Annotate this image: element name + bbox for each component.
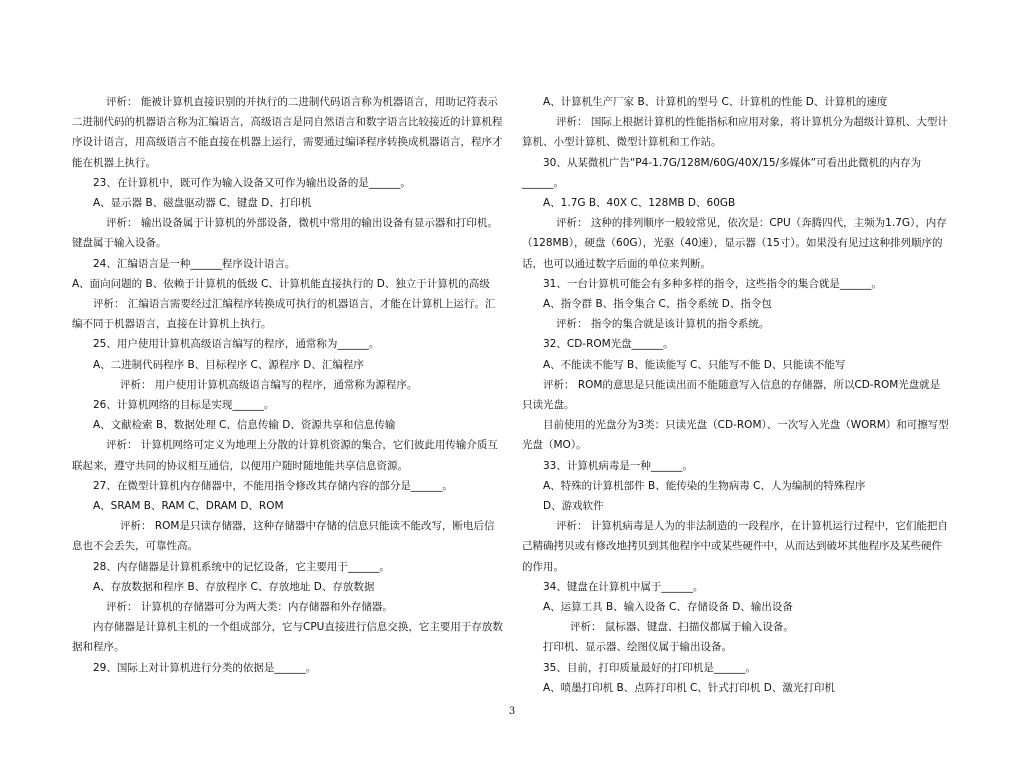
text-paragraph: 打印机、显示器、绘图仪属于输出设备。 [543, 641, 732, 654]
text-paragraph: 33、计算机病毒是一种______。 [543, 459, 693, 472]
text-paragraph: A、特殊的计算机部件 B、能传染的生物病毒 C、人为编制的特殊程序 [543, 479, 866, 492]
text-paragraph: A、运算工具 B、输入设备 C、存储设备 D、输出设备 [543, 601, 793, 614]
page-number: 3 [508, 706, 516, 717]
text-paragraph: 评析： ROM的意思是只能读出而不能随意写入信息的存储器，所以CD-ROM光盘就是只读光盘。 [522, 378, 941, 412]
text-paragraph: 评析： 国际上根据计算机的性能指标和应用对象，将计算机分为超级计算机、大型计算机、小型计算机、微型计算机和工作站。 [522, 116, 948, 149]
text-paragraph: 35、目前，打印质量最好的打印机是______。 [543, 661, 756, 674]
text-paragraph: A、1.7G B、40X C、128MB D、60GB [543, 197, 736, 210]
text-paragraph: 31、一台计算机可能会有多种多样的指令，这些指令的集合就是______。 [543, 277, 882, 290]
text-paragraph: 评析： 计算机网络可定义为地理上分散的计算机资源的集合，它们彼此用传输介质互联起来，遵守共同的协议相互通信，以便用户随时随地能共享信息资源。 [72, 439, 498, 472]
text-paragraph: A、不能读不能写 B、能读能写 C、只能写不能 D、只能读不能写 [543, 358, 846, 371]
text-paragraph: 目前使用的光盘分为3类：只读光盘（CD-ROM）、一次写入光盘（WORM）和可擦写型光盘（MO）。 [522, 419, 949, 452]
text-paragraph: 26、计算机网络的目标是实现______。 [93, 399, 275, 412]
text-paragraph: 评析： 指令的集合就是该计算机的指令系统。 [556, 318, 770, 331]
text-paragraph: 评析： 鼠标器、键盘、扫描仪都属于输入设备。 [570, 621, 794, 634]
text-paragraph: 内存储器是计算机主机的一个组成部分，它与CPU直接进行信息交换，它主要用于存放数据和程序。 [72, 621, 503, 654]
left-column [72, 92, 504, 678]
text-paragraph: 评析： ROM是只读存储器，这种存储器中存储的信息只能读不能改写，断电后信息也不会丢失，可靠性高。 [72, 520, 495, 553]
text-paragraph: 23、在计算机中，既可作为输入设备又可作为输出设备的是______。 [93, 176, 411, 189]
text-paragraph: D、游戏软件 [543, 500, 604, 513]
text-paragraph: 29、国际上对计算机进行分类的依据是______。 [93, 661, 317, 674]
text-paragraph: A、面向问题的 B、依赖于计算机的低级 C、计算机能直接执行的 D、独立于计算机的高级 [72, 277, 490, 290]
text-paragraph: 评析： 计算机的存储器可分为两大类：内存储器和外存储器。 [106, 601, 393, 614]
text-paragraph: 30、从某微机广告“P4-1.7G/128M/60G/40X/15/多媒体”可看出此微机的内存为______。 [522, 156, 922, 189]
text-paragraph: A、计算机生产厂家 B、计算机的型号 C、计算机的性能 D、计算机的速度 [543, 96, 888, 108]
text-paragraph: A、显示器 B、磁盘驱动器 C、键盘 D、打印机 [93, 197, 312, 210]
text-paragraph: 28、内存储器是计算机系统中的记忆设备，它主要用于______。 [93, 560, 390, 573]
text-paragraph: 评析： 计算机病毒是人为的非法制造的一段程序，在计算机运行过程中，它们能把自己精确拷贝或有修改地拷贝到其他程序中或某些硬件中，从而达到破坏其他程序及某些硬件的作用。 [522, 520, 948, 573]
text-paragraph: A、喷墨打印机 B、点阵打印机 C、针式打印机 D、激光打印机 [543, 681, 835, 694]
text-paragraph: 24、汇编语言是一种______程序设计语言。 [93, 257, 296, 270]
text-paragraph: 评析： 用户使用计算机高级语言编写的程序，通常称为源程序。 [120, 378, 418, 391]
text-paragraph: A、SRAM B、RAM C、DRAM D、ROM [93, 500, 284, 513]
text-paragraph: 27、在微型计算机内存储器中，不能用指令修改其存储内容的部分是______。 [93, 479, 453, 492]
text-paragraph: A、指令群 B、指令集合 C、指令系统 D、指令包 [543, 298, 772, 311]
text-paragraph: 评析： 汇编语言需要经过汇编程序转换成可执行的机器语言，才能在计算机上运行。汇编不同于机器语言，直接在计算机上执行。 [72, 298, 496, 331]
text-paragraph: A、存放数据和程序 B、存放程序 C、存放地址 D、存放数据 [93, 580, 375, 593]
text-paragraph: 32、CD-ROM光盘______。 [543, 338, 674, 351]
text-paragraph: 评析： 这种的排列顺序一般较常见，依次是：CPU（奔腾四代，主频为1.7G），内存（128MB），硬盘（60G），光驱（40速），显示器（15寸）。如果没有见过这种排列顺序的话，也可以通过数字后面的单位来判断。 [522, 217, 947, 270]
text-paragraph: 34、键盘在计算机中属于______。 [543, 580, 704, 593]
text-paragraph: 评析： 输出设备属于计算机的外部设备，微机中常用的输出设备有显示器和打印机。键盘属于输入设备。 [72, 217, 498, 250]
text-paragraph: A、二进制代码程序 B、目标程序 C、源程序 D、汇编程序 [93, 358, 364, 371]
text-paragraph: 评析： 能被计算机直接识别的并执行的二进制代码语言称为机器语言，用助记符表示二进制代码的机器语言称为汇编语言，高级语言是同自然语言和数字语言比较接近的计算机程序设计语言，用高级语言不能直接在机器上运行，需要通过编译程序转换成机器语言，程序才能在机器上执行。 [72, 96, 503, 169]
right-column [522, 92, 950, 698]
text-paragraph: 25、用户使用计算机高级语言编写的程序，通常称为______。 [93, 338, 380, 351]
text-paragraph: A、文献检索 B、数据处理 C、信息传输 D、资源共享和信息传输 [93, 419, 396, 432]
